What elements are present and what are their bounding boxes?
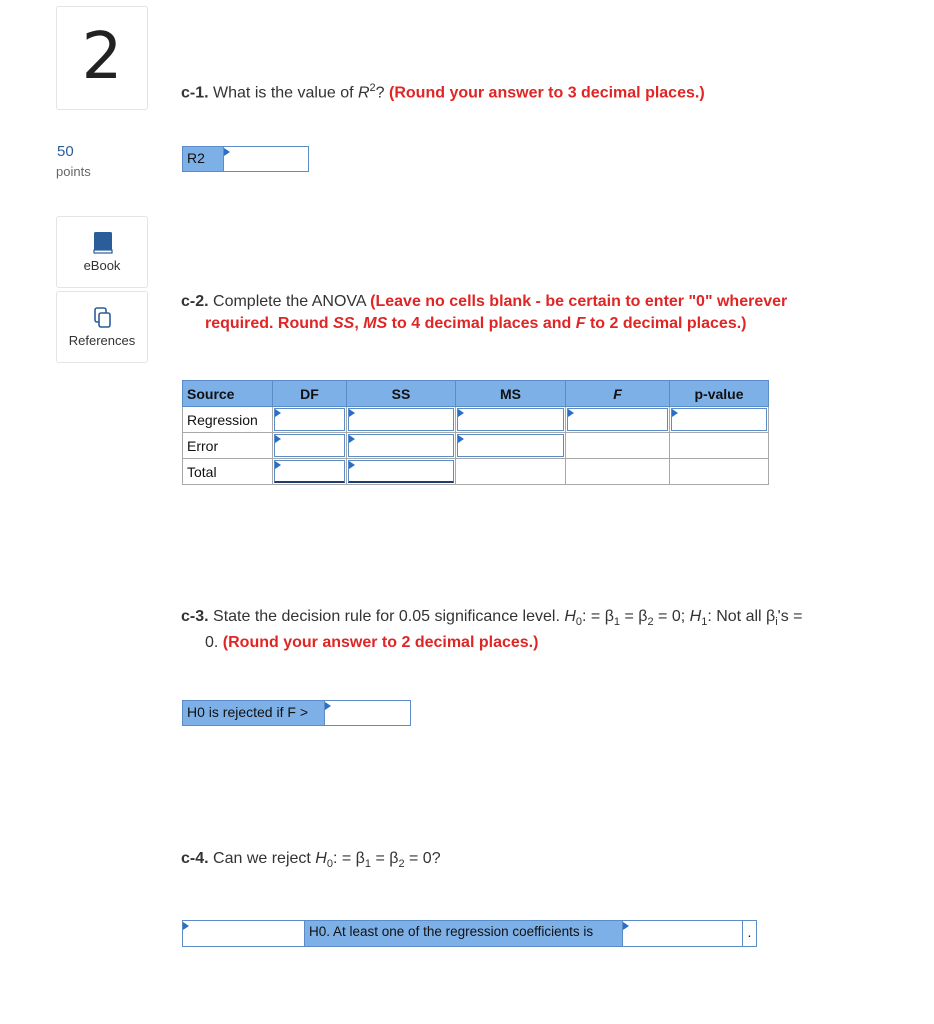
question-c4: c-4. Can we reject $H_0$: = $\beta_1 = \beta_2 = 0$? [181,850,441,871]
c1-text-after: ? [375,84,390,102]
header-source: Source [183,381,273,407]
c2-instruction-line1: (Leave no cells blank - be certain to enter "0" wherever [370,293,788,310]
references-label: References [68,333,136,348]
c2-f-symbol: F [575,315,586,332]
c2-ms-symbol: MS [363,315,388,332]
c2-tag: c-2. [181,293,209,310]
c1-instruction: (Round your answer to 3 decimal places.) [389,84,705,102]
header-p-value: p-value [670,381,769,407]
question-c3-line2: 0. (Round your answer to 2 decimal places.) [205,634,539,651]
question-c3: c-3. State the decision rule for 0.05 significance level. $H_0$: = $\beta_1 = \beta_2 = 0$; $H_1$: Not all $\beta_i's$ = [181,608,803,629]
total-df-input[interactable] [273,459,347,485]
points-value: 50 [57,143,74,160]
header-f: F [566,381,670,407]
question-number: 2 [81,20,123,94]
reject-decision-dropdown[interactable] [182,920,305,947]
ebook-label: eBook [83,258,121,273]
c3-instruction: (Round your answer to 2 decimal places.) [222,634,539,651]
error-f-cell [566,433,670,459]
error-ss-input[interactable] [347,433,456,459]
book-icon [92,231,114,255]
header-df: DF [273,381,347,407]
anova-header-row [183,381,769,407]
decision-rule-label: H0 is rejected if F > [182,700,326,726]
question-c2-line2: required. Round SS, MS to 4 decimal places and F to 2 decimal places.) [205,315,747,332]
c2-text: Complete the ANOVA [208,293,371,310]
anova-table [182,380,769,485]
c1-text-before: What is the value of [208,84,358,102]
error-df-input[interactable] [273,433,347,459]
anova-row-total [183,459,769,485]
coefficient-conclusion-dropdown[interactable] [622,920,743,947]
row-label-error: Error [183,433,273,459]
regression-df-input[interactable] [273,407,347,433]
c4-middle-label: H0. At least one of the regression coefficients is [304,920,624,947]
error-ms-input[interactable] [456,433,566,459]
references-button[interactable] [56,291,148,363]
anova-row-regression [183,407,769,433]
c2-ss-symbol: SS [333,315,355,332]
r2-field-label: R2 [182,146,224,172]
critical-f-input[interactable] [324,700,411,726]
copy-documents-icon [92,306,114,330]
total-p-value-cell [670,459,769,485]
total-f-cell [566,459,670,485]
c1-symbol: R [357,84,370,102]
header-ms: MS [456,381,566,407]
c1-superscript: 2 [369,82,376,94]
row-label-total: Total [183,459,273,485]
question-number-card [56,6,148,110]
ebook-button[interactable] [56,216,148,288]
total-ms-cell [456,459,566,485]
c3-tag: c-3. [181,608,209,625]
anova-row-error [183,433,769,459]
c4-tag: c-4. [181,850,209,867]
c4-end-period: . [742,920,757,947]
points-label: points [56,164,91,179]
r2-answer-input[interactable] [223,146,309,172]
total-ss-input[interactable] [347,459,456,485]
regression-ss-input[interactable] [347,407,456,433]
row-label-regression: Regression [183,407,273,433]
question-c1 [181,77,705,104]
c1-tag: c-1. [181,84,209,102]
header-ss: SS [347,381,456,407]
error-p-value-cell [670,433,769,459]
regression-f-input[interactable] [566,407,670,433]
regression-ms-input[interactable] [456,407,566,433]
question-c2 [181,291,787,313]
regression-p-value-input[interactable] [670,407,769,433]
